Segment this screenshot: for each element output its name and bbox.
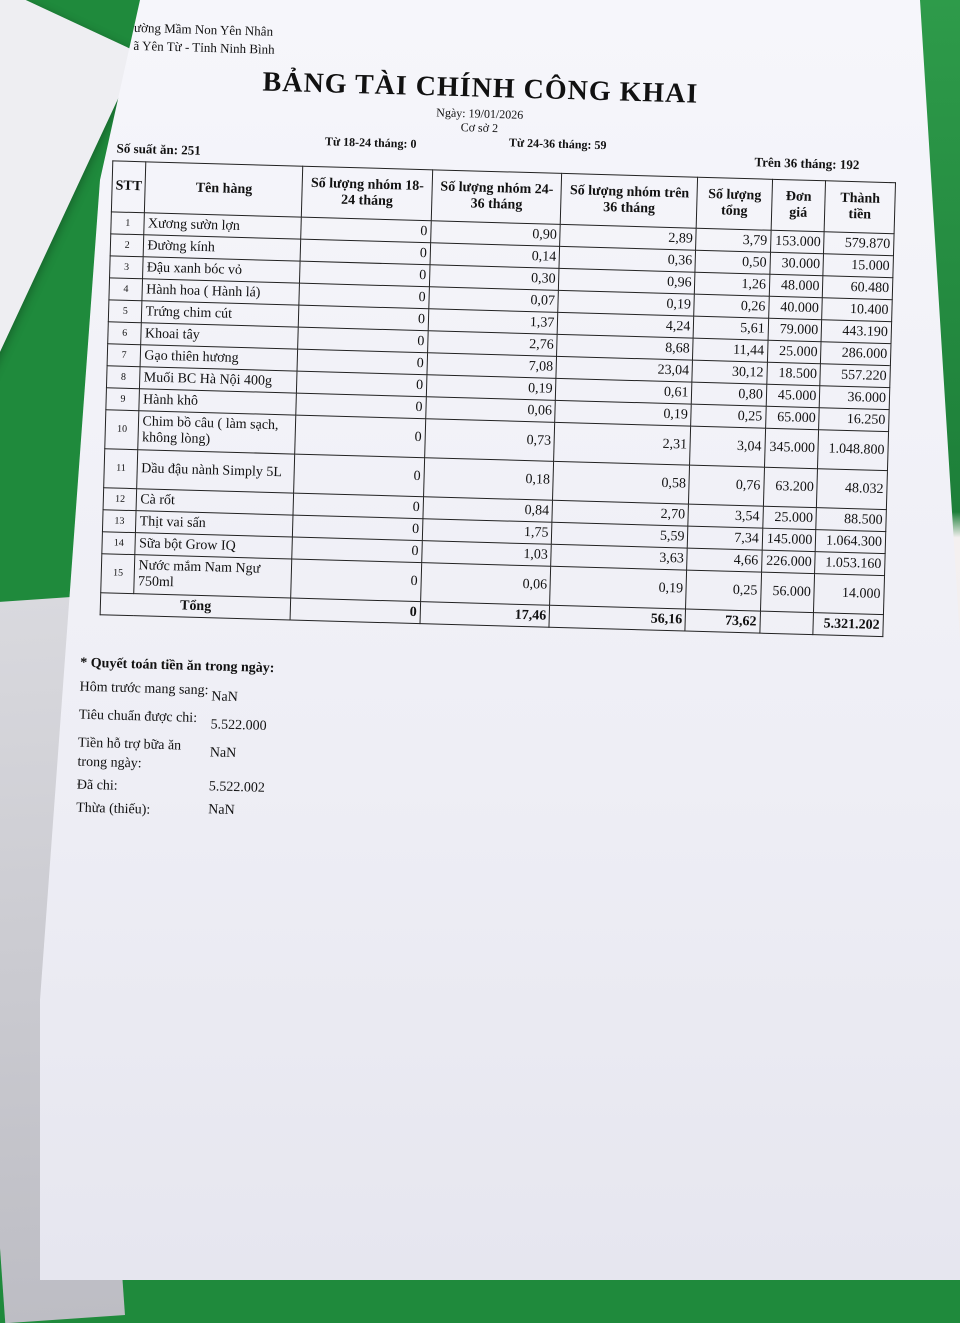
row-group-24-36: 1,03 xyxy=(422,541,552,567)
row-total-qty: 0,80 xyxy=(692,382,767,406)
total-group-24-36: 17,46 xyxy=(420,602,550,628)
col-header-item-name: Tên hàng xyxy=(145,162,303,217)
row-group-24-36: 0,30 xyxy=(429,265,559,291)
row-amount: 88.500 xyxy=(816,508,886,532)
row-amount: 286.000 xyxy=(821,342,891,366)
row-item-name: Hành hoa ( Hành lá) xyxy=(142,279,300,305)
row-group-24-36: 0,19 xyxy=(426,375,556,401)
row-group-36-plus: 0,96 xyxy=(559,268,696,294)
row-group-36-plus: 2,31 xyxy=(554,422,691,465)
row-amount: 60.480 xyxy=(823,276,893,300)
row-group-18-24: 0 xyxy=(297,371,427,397)
row-amount: 557.220 xyxy=(820,364,890,388)
row-total-qty: 1,26 xyxy=(695,272,770,296)
settlement-row-standard xyxy=(78,706,399,739)
campus-label: Cơ sở 2 xyxy=(460,120,499,136)
row-group-24-36: 0,73 xyxy=(425,419,556,462)
row-item-name: Dầu đậu nành Simply 5L xyxy=(137,450,295,493)
row-stt: 10 xyxy=(105,410,140,450)
total-group-36-plus: 56,16 xyxy=(549,605,686,631)
row-amount: 36.000 xyxy=(820,386,890,410)
row-group-18-24: 0 xyxy=(293,515,423,541)
row-amount: 1.048.800 xyxy=(818,430,889,471)
row-group-18-24: 0 xyxy=(299,283,429,309)
row-item-name: Nước mắm Nam Ngư 750ml xyxy=(134,555,292,598)
daily-settlement xyxy=(76,654,400,827)
row-amount: 15.000 xyxy=(823,254,893,278)
row-item-name: Chim bồ câu ( làm sạch, không lòng) xyxy=(138,411,296,454)
row-amount: 443.190 xyxy=(821,320,891,344)
carried-value: NaN xyxy=(211,689,239,706)
row-stt: 11 xyxy=(104,449,139,489)
balance-value: NaN xyxy=(208,802,235,819)
row-item-name: Khoai tây xyxy=(141,323,299,349)
row-total-qty: 0,50 xyxy=(695,250,770,274)
school-line-1: ường Mầm Non Yên Nhân xyxy=(133,19,274,39)
total-label: Tổng xyxy=(100,593,291,620)
row-stt: 14 xyxy=(102,532,136,555)
row-item-name: Muối BC Hà Nội 400g xyxy=(140,367,298,393)
row-group-36-plus: 3,63 xyxy=(551,544,688,570)
row-group-36-plus: 8,68 xyxy=(557,334,694,360)
row-unit-price: 63.200 xyxy=(763,467,818,507)
row-unit-price: 345.000 xyxy=(764,428,819,468)
row-total-qty: 0,25 xyxy=(691,404,766,428)
row-stt: 9 xyxy=(106,388,140,411)
row-group-24-36: 7,08 xyxy=(427,353,557,379)
row-item-name: Đường kính xyxy=(144,235,302,261)
row-total-qty: 7,34 xyxy=(688,526,763,550)
row-total-qty: 30,12 xyxy=(692,360,767,384)
document-date: Ngày: 19/01/2026 xyxy=(436,105,524,122)
row-group-36-plus: 2,89 xyxy=(560,224,697,250)
row-total-qty: 0,26 xyxy=(694,294,769,318)
row-item-name: Đậu xanh bóc vỏ xyxy=(143,257,301,283)
row-stt: 6 xyxy=(108,322,142,345)
row-unit-price: 30.000 xyxy=(770,252,824,275)
row-amount: 48.032 xyxy=(817,469,888,510)
row-group-24-36: 0,07 xyxy=(429,287,559,313)
row-total-qty: 4,66 xyxy=(687,548,762,572)
row-group-36-plus: 23,04 xyxy=(556,356,693,382)
spent-label: Đã chi: xyxy=(76,777,118,794)
row-total-qty: 11,44 xyxy=(693,338,768,362)
row-unit-price: 40.000 xyxy=(769,296,823,319)
row-group-24-36: 2,76 xyxy=(428,331,558,357)
row-group-24-36: 0,14 xyxy=(430,243,560,269)
row-group-24-36: 0,06 xyxy=(426,397,556,423)
total-group-18-24: 0 xyxy=(291,598,421,624)
row-stt: 2 xyxy=(110,234,144,257)
row-unit-price: 79.000 xyxy=(768,318,822,341)
row-unit-price: 18.500 xyxy=(767,362,821,385)
support-value: NaN xyxy=(209,745,237,762)
row-total-qty: 3,79 xyxy=(696,228,771,252)
total-amount: 5.321.202 xyxy=(813,613,883,637)
row-group-24-36: 1,37 xyxy=(428,309,558,335)
row-group-18-24: 0 xyxy=(299,305,429,331)
row-unit-price: 226.000 xyxy=(761,550,815,573)
row-unit-price: 45.000 xyxy=(766,384,820,407)
row-item-name: Sữa bột Grow IQ xyxy=(135,533,293,559)
total-qty: 73,62 xyxy=(685,609,760,633)
row-item-name: Gạo thiên hương xyxy=(141,345,299,371)
col-header-amount: Thành tiền xyxy=(824,181,895,234)
row-item-name: Hành khô xyxy=(139,389,297,415)
row-group-18-24: 0 xyxy=(291,559,422,602)
row-group-18-24: 0 xyxy=(293,493,423,519)
col-header-group-18-24: Số lượng nhóm 18-24 tháng xyxy=(302,166,433,221)
standard-value: 5.522.000 xyxy=(210,717,267,734)
group-18-24-count: Từ 18-24 tháng: 0 xyxy=(324,134,417,151)
row-group-36-plus: 0,19 xyxy=(550,566,687,609)
row-unit-price: 25.000 xyxy=(763,506,817,529)
row-group-18-24: 0 xyxy=(300,261,430,287)
group-24-36-count: Từ 24-36 tháng: 59 xyxy=(508,135,607,153)
row-stt: 8 xyxy=(106,366,140,389)
row-group-18-24: 0 xyxy=(294,454,425,497)
row-group-24-36: 1,75 xyxy=(422,519,552,545)
row-group-36-plus: 4,24 xyxy=(558,312,695,338)
school-line-2: ã Yên Từ - Tỉnh Ninh Bình xyxy=(133,37,275,57)
row-unit-price: 48.000 xyxy=(769,274,823,297)
row-group-18-24: 0 xyxy=(301,239,431,265)
spent-value: 5.522.002 xyxy=(208,779,266,796)
col-header-total-qty: Số lượng tổng xyxy=(697,177,773,230)
row-group-36-plus: 0,36 xyxy=(559,246,696,272)
row-stt: 12 xyxy=(103,488,137,511)
settlement-heading: * Quyết toán tiền ăn trong ngày: xyxy=(80,655,275,677)
row-unit-price: 56.000 xyxy=(760,572,815,612)
row-amount: 1.064.300 xyxy=(816,530,886,554)
finance-table xyxy=(100,160,896,637)
row-stt: 13 xyxy=(102,510,136,533)
row-total-qty: 0,76 xyxy=(689,465,764,506)
row-stt: 1 xyxy=(111,212,145,235)
row-stt: 4 xyxy=(109,278,143,301)
group-36-plus-count: Trên 36 tháng: 192 xyxy=(754,154,860,173)
support-label: Tiền hỗ trợ bữa ăn trong ngày: xyxy=(77,735,182,772)
row-item-name: Thịt vai sấn xyxy=(136,511,294,537)
row-group-18-24: 0 xyxy=(296,393,426,419)
row-total-qty: 3,54 xyxy=(688,504,763,528)
row-group-36-plus: 5,59 xyxy=(552,522,689,548)
row-amount: 579.870 xyxy=(824,232,894,256)
row-stt: 5 xyxy=(108,300,142,323)
settlement-row-balance xyxy=(76,799,396,827)
standard-label: Tiêu chuẩn được chi: xyxy=(78,707,198,726)
row-group-24-36: 0,84 xyxy=(423,497,553,523)
portions-count: Số suất ăn: 251 xyxy=(116,140,202,158)
col-header-group-24-36: Số lượng nhóm 24-36 tháng xyxy=(431,170,562,225)
row-group-18-24: 0 xyxy=(295,415,426,458)
row-group-18-24: 0 xyxy=(297,349,427,375)
row-amount: 16.250 xyxy=(819,408,889,432)
row-item-name: Trứng chim cút xyxy=(142,301,300,327)
row-amount: 1.053.160 xyxy=(815,552,885,576)
row-group-18-24: 0 xyxy=(298,327,428,353)
row-unit-price: 145.000 xyxy=(762,528,816,551)
row-group-18-24: 0 xyxy=(301,217,431,243)
document-title: BẢNG TÀI CHÍNH CÔNG KHAI xyxy=(262,66,699,110)
row-group-24-36: 0,90 xyxy=(431,221,561,247)
row-total-qty: 3,04 xyxy=(690,426,765,467)
row-total-qty: 5,61 xyxy=(694,316,769,340)
row-item-name: Cà rốt xyxy=(137,489,295,515)
row-group-36-plus: 0,19 xyxy=(555,400,692,426)
row-unit-price: 65.000 xyxy=(765,406,819,429)
row-group-24-36: 0,18 xyxy=(424,458,555,501)
row-group-36-plus: 2,70 xyxy=(552,500,689,526)
row-stt: 3 xyxy=(110,256,144,279)
total-price xyxy=(760,611,814,634)
school-name xyxy=(133,19,275,59)
col-header-unit-price: Đơn giá xyxy=(771,179,826,231)
row-group-36-plus: 0,61 xyxy=(556,378,693,404)
balance-label: Thừa (thiếu): xyxy=(76,800,151,818)
row-group-24-36: 0,06 xyxy=(421,563,552,606)
col-header-stt: STT xyxy=(111,161,146,213)
row-unit-price: 153.000 xyxy=(770,230,824,253)
table-body xyxy=(101,212,894,615)
row-group-36-plus: 0,19 xyxy=(558,290,695,316)
settlement-row-support xyxy=(77,734,398,781)
row-group-18-24: 0 xyxy=(292,537,422,563)
row-unit-price: 25.000 xyxy=(767,340,821,363)
col-header-group-36-plus: Số lượng nhóm trên 36 tháng xyxy=(561,173,698,228)
row-stt: 15 xyxy=(101,554,136,594)
settlement-row-carried xyxy=(79,678,400,711)
row-group-36-plus: 0,58 xyxy=(553,461,690,504)
row-item-name: Xương sườn lợn xyxy=(144,213,302,239)
row-stt: 7 xyxy=(107,344,141,367)
carried-label: Hôm trước mang sang: xyxy=(79,679,209,699)
row-total-qty: 0,25 xyxy=(686,570,761,611)
row-amount: 10.400 xyxy=(822,298,892,322)
row-amount: 14.000 xyxy=(814,574,885,615)
